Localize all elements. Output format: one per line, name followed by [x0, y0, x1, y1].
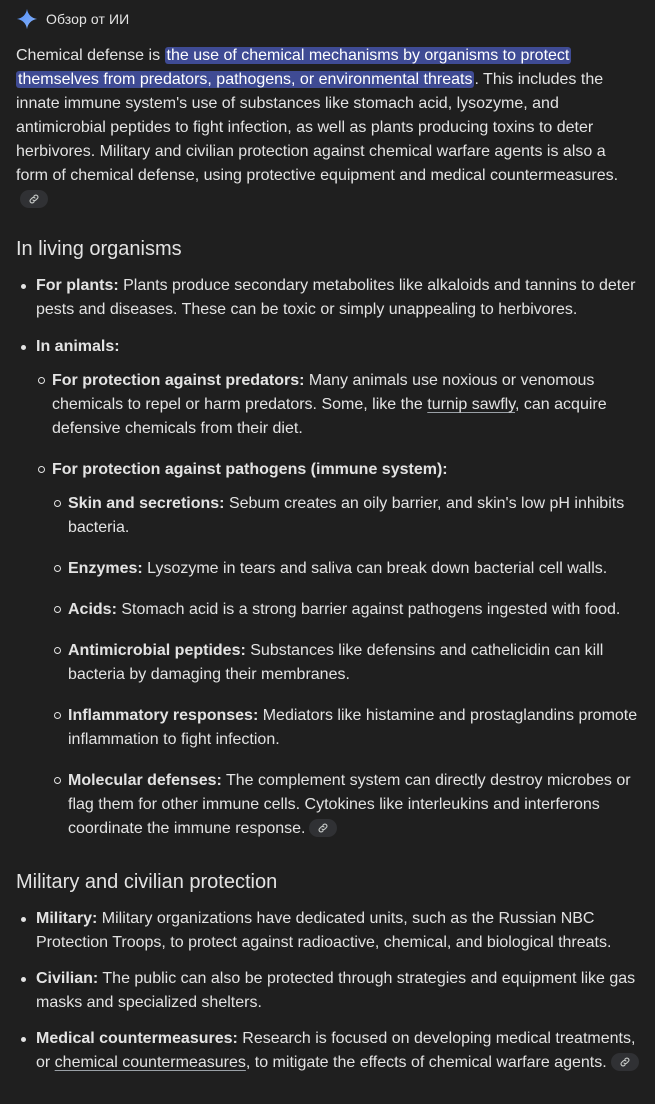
animals-label: In animals:	[36, 338, 120, 355]
immune-item-label: Inflammatory responses:	[68, 707, 259, 724]
sublist-item-pathogens	[36, 458, 649, 841]
intro-suffix: . This includes the innate immune system's use of substances like stomach acid, lysozyme, and antimicrobial peptides to fight infection, as well as plants producing toxins to deter herbivores. Military and civilian protection against chemical warfare agents is also a form of chemical defense, using protective equipment and medical countermeasures.	[16, 71, 619, 184]
gemini-spark-icon	[16, 8, 38, 30]
immune-item-text: The complement system can directly destroy microbes or flag them for other immune cells. Cytokines like interleukins and interferons coordinate the immune response.	[68, 772, 631, 837]
section-heading-military-civilian: Military and civilian protection	[16, 871, 278, 893]
pathogens-label: For protection against pathogens (immune system):	[52, 461, 448, 478]
immune-item-skin	[52, 492, 649, 540]
immune-item-label: Acids:	[68, 601, 117, 618]
immune-item-text: Stomach acid is a strong barrier against pathogens ingested with food.	[116, 601, 621, 618]
immune-item-label: Molecular defenses:	[68, 772, 222, 789]
plants-label: For plants:	[36, 277, 119, 294]
immune-item-label: Antimicrobial peptides:	[68, 642, 246, 659]
turnip-sawfly-link[interactable]: turnip sawfly	[427, 396, 516, 413]
list-item-plants	[16, 274, 649, 322]
list-item-civilian	[16, 967, 649, 1015]
immune-item-peptides	[52, 639, 649, 687]
section-heading-living-organisms: In living organisms	[16, 238, 182, 260]
immune-item-acids	[52, 598, 649, 622]
source-link-button[interactable]	[20, 190, 48, 208]
predators-label: For protection against predators:	[52, 372, 305, 389]
list-item-military	[16, 907, 649, 955]
military-label: Military:	[36, 910, 98, 927]
military-civilian-list	[16, 907, 655, 1075]
animals-sublist	[36, 369, 649, 841]
immune-item-text: Lysozyme in tears and saliva can break down bacterial cell walls.	[142, 560, 608, 577]
medical-text-before: Research is focused on developing medical treatments, or	[36, 1030, 636, 1071]
source-link-button[interactable]	[309, 819, 337, 837]
immune-sublist	[52, 492, 649, 841]
list-item-animals	[16, 335, 649, 841]
immune-item-molecular	[52, 769, 649, 841]
source-link-button[interactable]	[611, 1053, 639, 1071]
link-icon	[619, 1056, 631, 1068]
intro-paragraph	[16, 44, 641, 212]
predators-text-before: Many animals use noxious or venomous chemicals to repel or harm predators. Some, like the	[52, 372, 595, 413]
immune-item-label: Skin and secretions:	[68, 495, 225, 512]
civilian-label: Civilian:	[36, 970, 99, 987]
military-text: Military organizations have dedicated units, such as the Russian NBC Protection Troops, to protect against radioactive, chemical, and biological threats.	[36, 910, 612, 951]
immune-item-text: Mediators like histamine and prostaglandins promote inflammation to fight infection.	[68, 707, 638, 748]
immune-item-inflammatory	[52, 704, 649, 752]
immune-item-text: Sebum creates an oily barrier, and skin's low pH inhibits bacteria.	[68, 495, 625, 536]
plants-text: Plants produce secondary metabolites like alkaloids and tannins to deter pests and diseases. These can be toxic or simply unappealing to herbivores.	[36, 277, 636, 318]
ai-overview-title: Обзор от ИИ	[46, 11, 130, 27]
list-item-medical	[16, 1027, 649, 1075]
link-icon	[28, 193, 40, 205]
medical-text-after: , to mitigate the effects of chemical warfare agents.	[245, 1054, 607, 1071]
intro-highlight: the use of chemical mechanisms by organisms to protect themselves from predators, pathogens, or environmental threats	[18, 47, 570, 88]
medical-label: Medical countermeasures:	[36, 1030, 238, 1047]
predators-text-after: , can acquire defensive chemicals from their diet.	[52, 396, 607, 437]
immune-item-label: Enzymes:	[68, 560, 143, 577]
intro-prefix: Chemical defense is	[16, 47, 165, 64]
living-organisms-list	[16, 274, 655, 841]
civilian-text: The public can also be protected through strategies and equipment like gas masks and specialized shelters.	[36, 970, 636, 1011]
immune-item-text: Substances like defensins and cathelicidin can kill bacteria by damaging their membranes.	[68, 642, 604, 683]
ai-overview-header	[16, 0, 655, 38]
link-icon	[317, 822, 329, 834]
immune-item-enzymes	[52, 557, 649, 581]
chemical-countermeasures-link[interactable]: chemical countermeasures	[54, 1054, 246, 1071]
sublist-item-predators	[36, 369, 649, 441]
